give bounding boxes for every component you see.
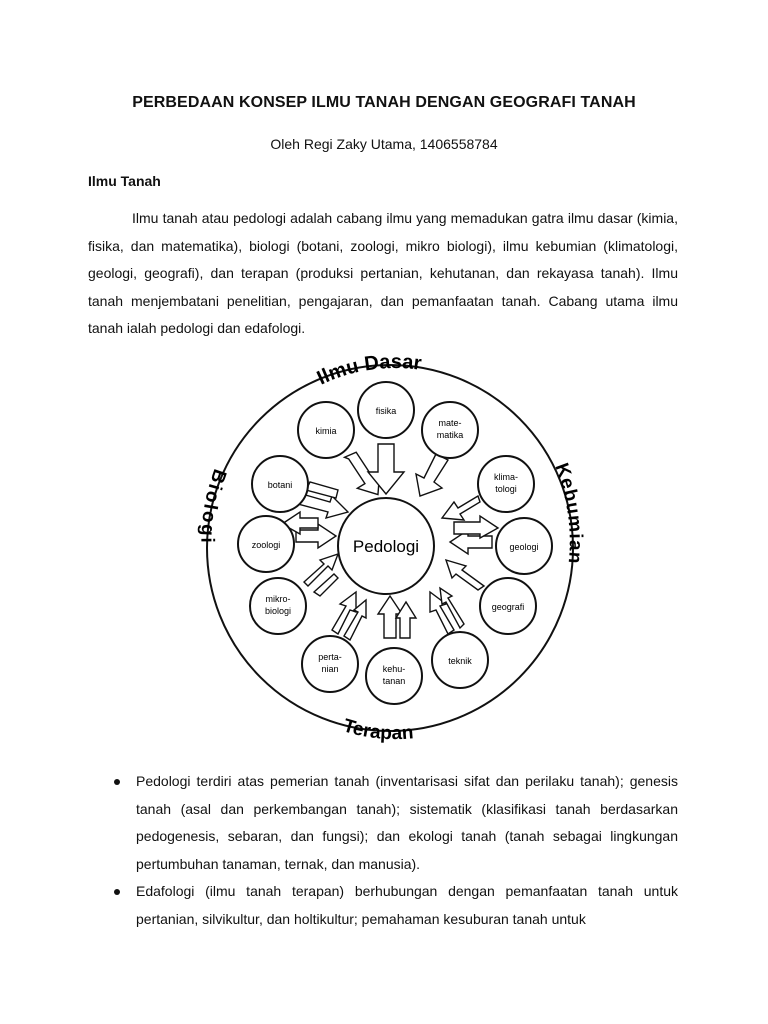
- node-mikrobiologi: [250, 578, 306, 634]
- document-title: PERBEDAAN KONSEP ILMU TANAH DENGAN GEOGRAFI TANAH: [132, 94, 636, 111]
- node-pertanian: [302, 636, 358, 692]
- node-geografi: [480, 578, 536, 634]
- author-line: Oleh Regi Zaky Utama, 1406558784: [270, 136, 498, 152]
- list-item: [110, 768, 678, 878]
- svg-text:botani: botani: [267, 480, 293, 490]
- svg-text:klima-: klima-: [494, 472, 518, 482]
- node-matematika: [422, 402, 478, 458]
- group-label-left: Biologi: [196, 466, 230, 545]
- arrow-geografi: [446, 560, 484, 590]
- node-zoologi: [238, 516, 294, 572]
- bullet-icon: [114, 889, 120, 895]
- group-label-right: Kebumian: [550, 460, 586, 566]
- arrow-botani-back: [306, 482, 338, 498]
- svg-text:mate-: mate-: [438, 418, 462, 428]
- node-kimia: [298, 402, 354, 458]
- body-paragraph: Ilmu tanah atau pedologi adalah cabang ilmu yang memadukan gatra ilmu dasar (kimia, fisika, dan matematika), biologi (botani, zoologi, mikro biologi), ilmu kebumian (klimatologi, geologi, geografi), dan terapan (produksi pertanian, kehutanan, dan rekayasa tanah). Ilmu tanah menjembatani penelitian, pengajaran, dan pemanfaatan tanah. Cabang utama ilmu tanah ialah pedologi dan edafologi.: [88, 210, 678, 336]
- svg-text:matika: matika: [436, 430, 464, 440]
- list-item: [110, 878, 678, 933]
- svg-text:tologi: tologi: [495, 484, 517, 494]
- svg-text:fisika: fisika: [375, 406, 397, 416]
- pedologi-diagram: [90, 348, 650, 748]
- node-teknik: [432, 632, 488, 688]
- svg-text:biologi: biologi: [264, 606, 292, 616]
- node-klimatologi: [478, 456, 534, 512]
- svg-text:zoologi: zoologi: [251, 540, 281, 550]
- pedologi-label: Pedologi: [352, 537, 420, 556]
- node-botani: [252, 456, 308, 512]
- svg-text:perta-: perta-: [318, 652, 342, 662]
- svg-text:kimia: kimia: [315, 426, 337, 436]
- svg-text:geografi: geografi: [491, 602, 525, 612]
- list-item-text: Pedologi terdiri atas pemerian tanah (inventarisasi sifat dan perilaku tanah); genesis tanah (asal dan perkembangan tanah); sistematik (klasifikasi tanah berdasarkan pedogenesis, sebaran, dan fungsi); dan ekologi tanah (tanah sebagai lingkungan pertumbuhan tanaman, ternak, dan manusia).: [136, 773, 678, 872]
- svg-text:nian: nian: [321, 664, 339, 674]
- svg-text:mikro-: mikro-: [265, 594, 291, 604]
- svg-text:tanan: tanan: [382, 676, 406, 686]
- arrow-kehutanan-back: [396, 602, 416, 638]
- arrow-matematika: [416, 454, 448, 496]
- node-geologi: [496, 518, 552, 574]
- group-label-top: Ilmu Dasar: [313, 350, 423, 390]
- svg-text:teknik: teknik: [448, 656, 472, 666]
- bullet-icon: [114, 779, 120, 785]
- node-kehutanan: [366, 648, 422, 704]
- svg-text:kehu-: kehu-: [382, 664, 406, 674]
- bullet-list: [110, 768, 678, 933]
- section-heading: Ilmu Tanah: [88, 173, 161, 189]
- arrow-klima: [442, 496, 480, 520]
- svg-text:geologi: geologi: [509, 542, 539, 552]
- node-fisika: [358, 382, 414, 438]
- group-label-bottom: Terapan: [340, 715, 415, 745]
- list-item-text: Edafologi (ilmu tanah terapan) berhubungan dengan pemanfaatan tanah untuk pertanian, silvikultur, dan holtikultur; pemahaman kesuburan tanah untuk: [136, 883, 678, 927]
